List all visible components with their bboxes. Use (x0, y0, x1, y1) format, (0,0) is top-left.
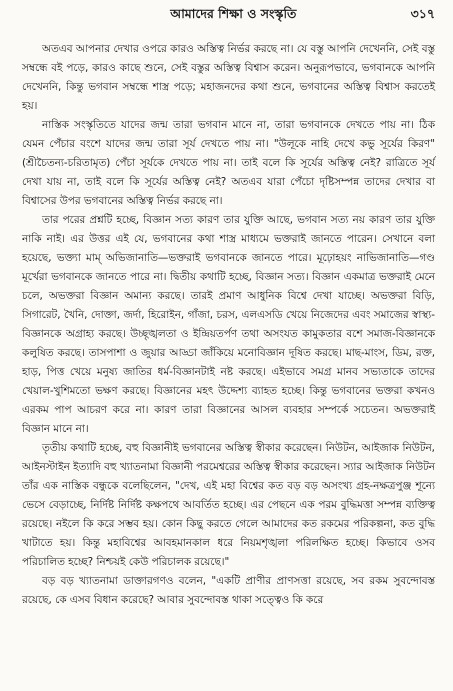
paragraph-3: তার পরের প্রশ্নটি হচ্ছে, বিজ্ঞান সত্য কারণ তার যুক্তি আছে, ভগবান সত্য নয় কারণ তার যুক্তি নাকি নাই। এর উত্তর এই যে, ভগবানের কথা শাস্ত্র মাধ্যমে ভক্তরাই জানতে পারেন। সেখানে বলা হয়েছে, ভক্ত্যা মাম্‌ অভিজানাতি—ভক্তরাই ভগবানকে জানতে পারে। মূঢ়োহয়ং নাভিজানাতি—গণ্ড মূর্খেরা ভগবানকে জানতে পারে না। দ্বিতীয় কথাটি হচ্ছে, বিজ্ঞান সত্য। বিজ্ঞান একমাত্র ভক্তরাই মেনে চলে, অভক্তরা বিজ্ঞান অমান্য করছে। তারই প্রমাণ আধুনিক বিশ্বে দেখা যাচ্ছে। অভক্তরা বিড়ি, সিগারেট, খৈনি, দোক্তা, জর্দা, হিরোইন, গাঁজা, চরস, এলএসডি খেয়ে নিজেদের এবং সমাজের স্বাস্থ্য-বিজ্ঞানকে অগ্রাহ্য করছে। উচ্ছৃঙ্খলতা ও ইন্দ্রিয়তর্পণ তথা অসংযত কামুকতার বশে সমাজ-বিজ্ঞানকে কলুষিত করছে। তাসপাশা ও জুয়ার আড্ডা জাঁকিয়ে মনোবিজ্ঞান দূষিত করছে। মাছ-মাংস, ডিম, রক্ত, হাড়, পিত্ত খেয়ে মনুষ্য জাতির ধর্ম-বিজ্ঞানটাই নষ্ট করছে। এইভাবে সমগ্র মানব সভ্যতাকে তাদের খেয়াল-খুশিমতো ভক্ষণ করছে। বিজ্ঞানের মহৎ উদ্দেশ্য ব্যাহত হচ্ছে। কিন্তু ভগবানের ভক্তরা কখনও এরকম পাপ আচরণ করে না। কারণ তারা বিজ্ঞানের আসল ব্যবহার সম্পর্কে সচেতন। অভক্তরাই বিজ্ঞান মানে না। (22, 214, 435, 435)
page-title: আমাদের শিক্ষা ও সংস্কৃতি (170, 6, 297, 21)
paragraph-2: নাস্তিক সংস্কৃতিতে যাদের জন্ম তারা ভগবান মানে না, তারা ভগবানকে দেখতে পায় না। ঠিক যেমন পেঁচার বংশে যাদের জন্ম তারা সূর্য দেখতে পায় না। "উলূকে নাহি দেখে কভু সূর্যের কিরণ" (শ্রীচৈতন্য-চরিতামৃত) পেঁচা সূর্যকে দেখতে পায় না। তাই বলে কি সূর্যের অস্তিত্ব নেই? রাত্রিতে সূর্য দেখা যায় না, তাই বলে কি সূর্যের অস্তিত্ব নেই? অতএব যারা পেঁচো দৃষ্টিসম্পন্ন তাদের দেখার বা বিশ্বাসের উপর ভগবানের অস্তিত্ব নির্ভর করছে না। (22, 119, 435, 207)
paragraph-5: বড় বড় খ্যাতনামা ডাক্তারগণও বলেন, "একটি প্রাণীর প্রাণসত্তা রয়েছে, সব রকম সুবন্দোবস্ত রয়েছে, কে এসব বিধান করেছে? আবার সুবন্দোবস্ত থাকা সত্ত্বেও কি করে (22, 575, 435, 606)
page-number: ৩১৭ (410, 6, 435, 21)
paragraph-1: অতএব আপনার দেখার ওপরে কারও অস্তিত্ব নির্ভর করছে না। যে বস্তু আপনি দেখেননি, সেই বস্তু সম্বন্ধে বই পড়ে, কারও কাছে শুনে, সেই বস্তুর অস্তিত্ব বিশ্বাস করেন। অনুরূপভাবে, ভগবানকে আপনি দেখেননি, কিন্তু ভগবান সম্বন্ধে শাস্ত্র পড়ে; মহাজনদের কথা শুনে, ভগবানের অস্তিত্ব বিশ্বাস করতেই হয়। (22, 43, 435, 112)
body-text (22, 40, 435, 610)
paragraph-4: তৃতীয় কথাটি হচ্ছে, বহু বিজ্ঞানীই ভগবানের অস্তিত্ব স্বীকার করেছেন। নিউটন, আইজাক নিউটন, আইনস্টাইন ইত্যাদি বহু খ্যাতনামা বিজ্ঞানী পরমেশ্বরের অস্তিত্ব স্বীকার করেছেন। স্যার আইজাক নিউটন তাঁর এক নাস্তিক বন্ধুকে বলেছিলেন, "দেখ, এই মহা বিশ্বের কত বড় বড় অসংখ্য গ্রহ-নক্ষত্রপুঞ্জ শূন্যে ভেসে বেড়াচ্ছে, নির্দিষ্ট নির্দিষ্ট কক্ষপথে আবর্তিত হচ্ছে। এর পেছনে এক পরম বুদ্ধিমত্তা সম্পন্ন ব্যক্তিত্ব রয়েছে। নইলে কি করে সম্ভব হয়। কোন কিছু করতে গেলে আমাদের কত রকমের পরিকল্পনা, কত বুদ্ধি খাটাতে হয়। কিন্তু মহাবিশ্বের আবহমানকাল ধরে নিয়মশৃঙ্খলা পরিলক্ষিত হচ্ছে। কিভাবে ওসব পরিচালিত হচ্ছে? নিশ্চয়ই কেউ পরিচালক রয়েছে।" (22, 442, 435, 568)
running-header (22, 6, 435, 28)
